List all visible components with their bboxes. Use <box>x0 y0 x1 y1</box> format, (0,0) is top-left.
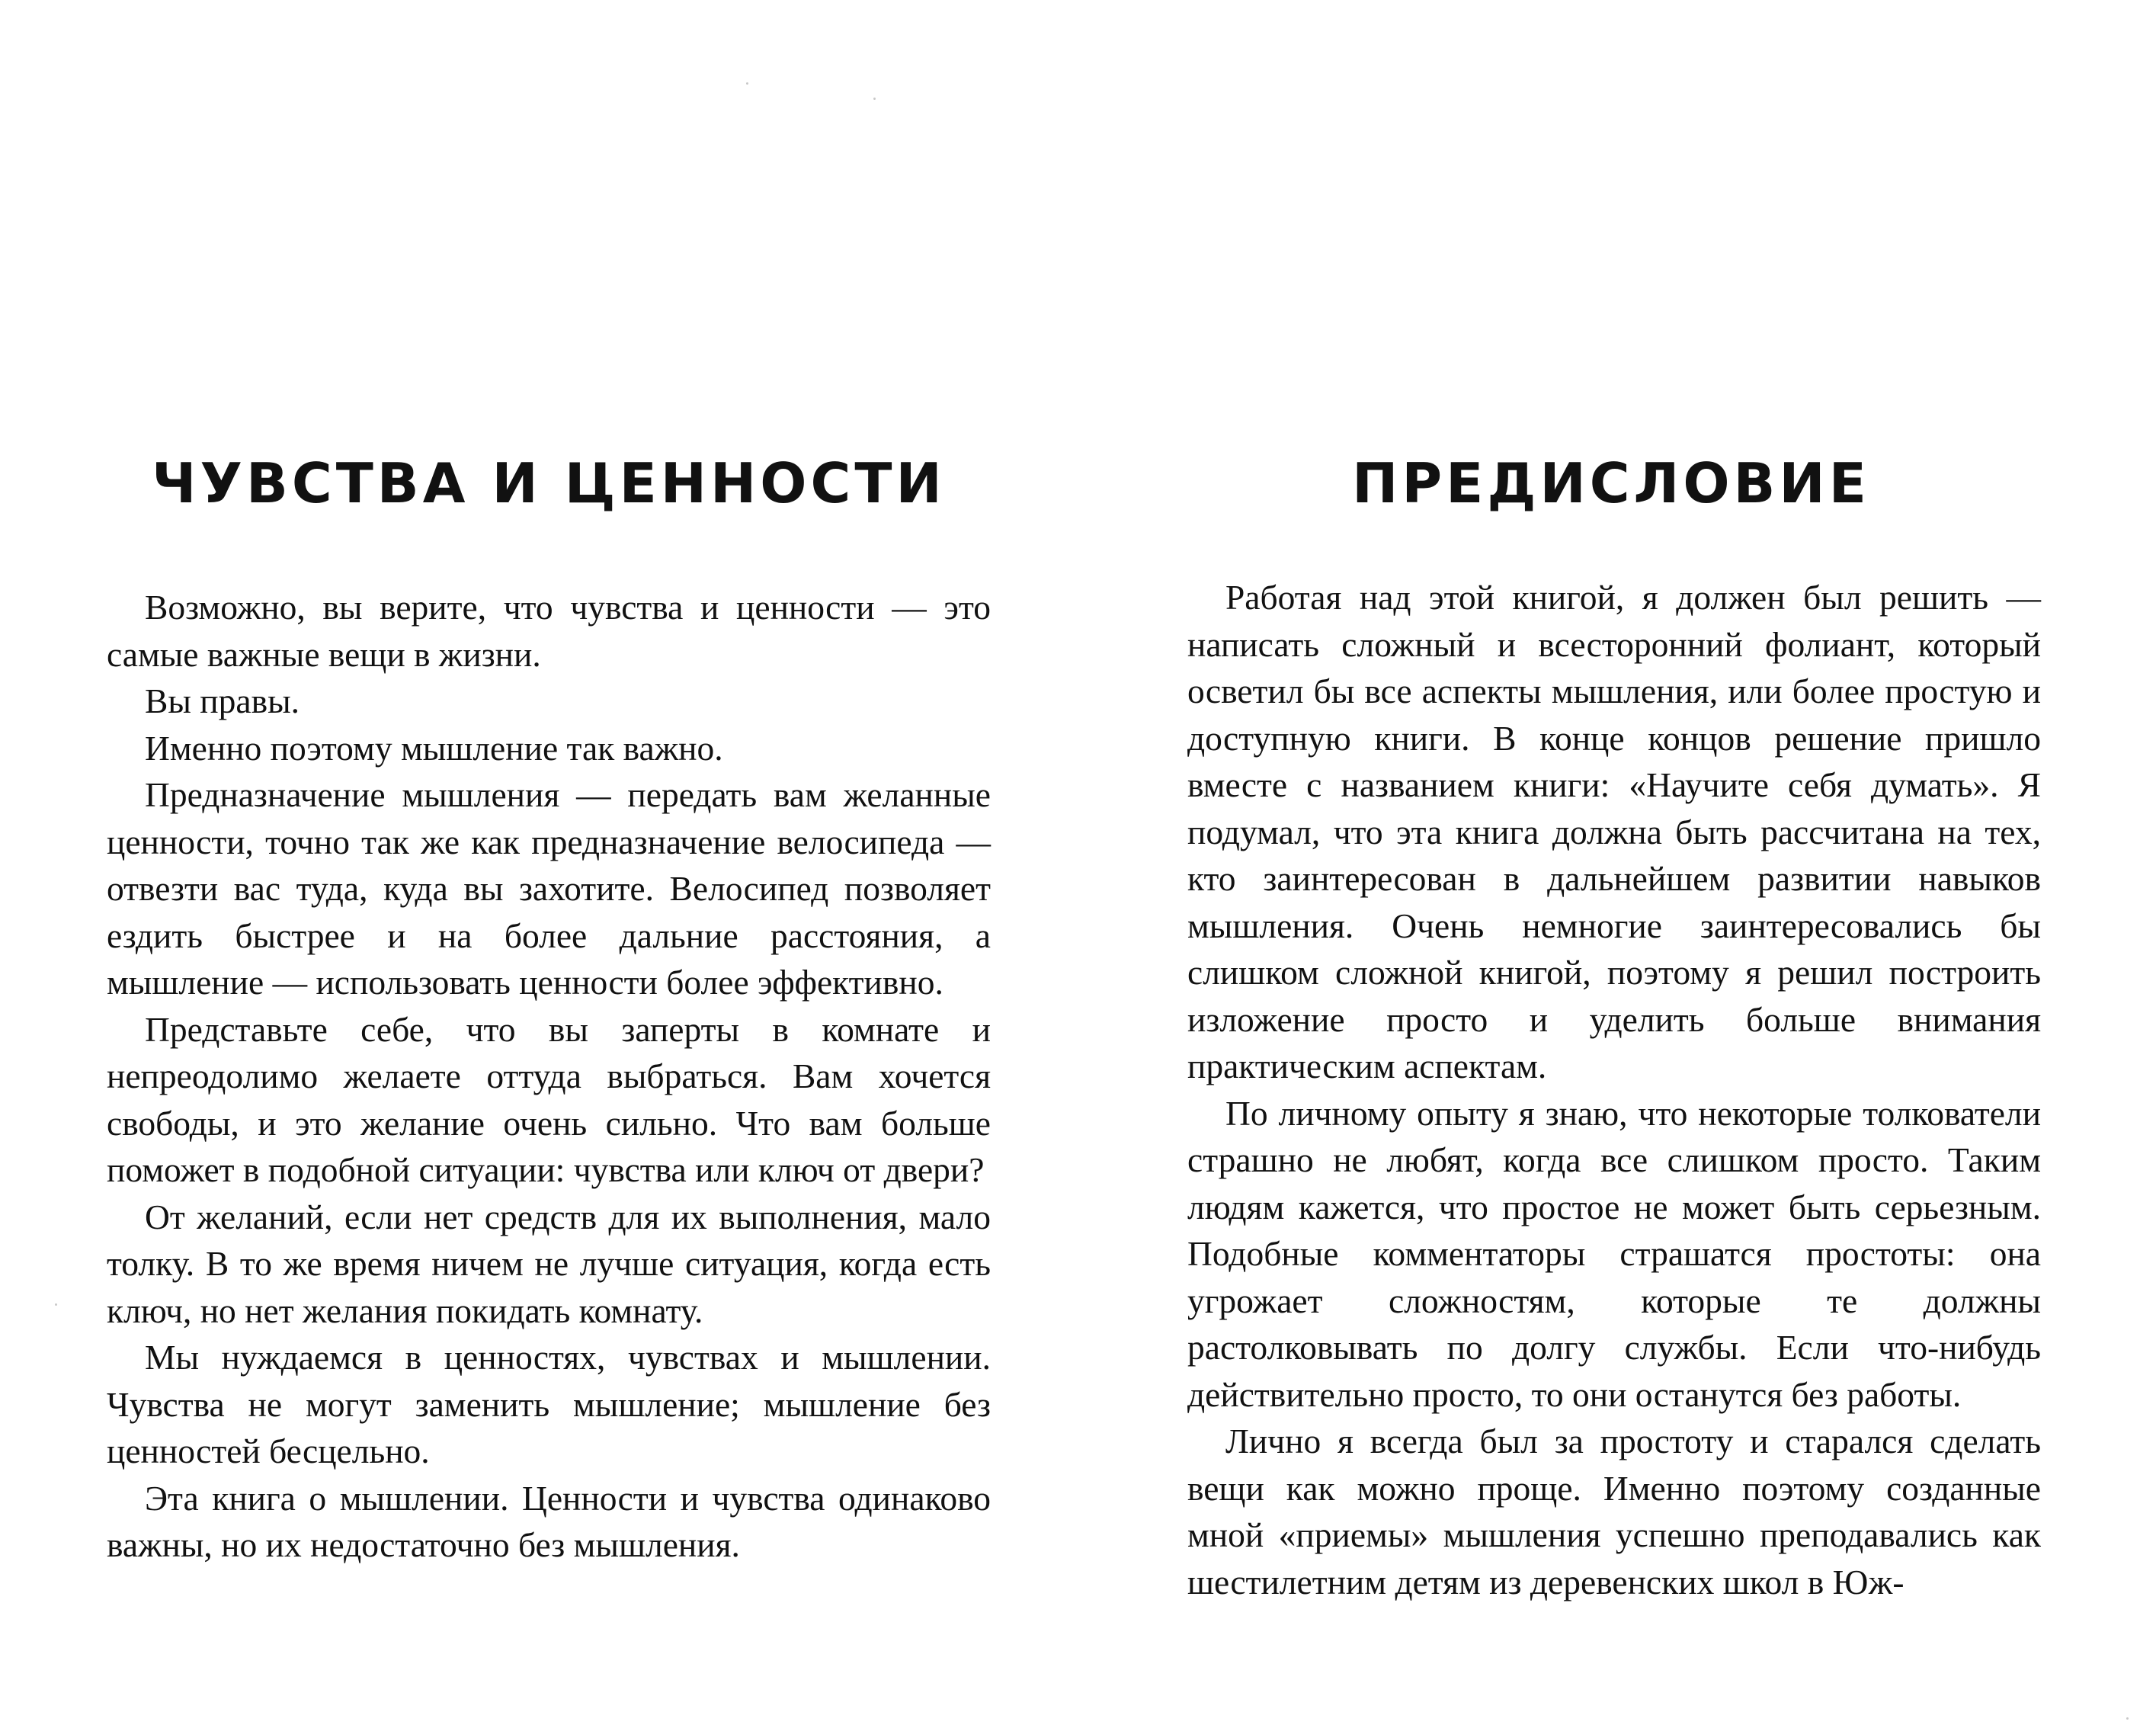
paragraph: Мы нуждаемся в ценностях, чувствах и мышлении. Чувства не могут заменить мышление; мышление без ценностей бесцельно. <box>107 1338 991 1470</box>
paragraph: Представьте себе, что вы заперты в комнате и непреодолимо желаете оттуда выбраться. Вам хочется свободы, и это желание очень сильно. Что вам больше поможет в подобной ситуации: чувства или ключ от двери? <box>107 1009 991 1189</box>
right-page-heading: ПРЕДИСЛОВИЕ <box>1352 451 1870 515</box>
paragraph: Лично я всегда был за простоту и старался сделать вещи как можно проще. Именно поэтому созданные мной «приемы» мышления успешно преподавались как шестилетним детям из деревенских школ в Юж- <box>1187 1422 2041 1601</box>
paragraph: Работая над этой книгой, я должен был решить — написать сложный и всесторонний фолиант, который осветил бы все аспекты мышления, или более простую и доступную книги. В конце концов решение пришло вместе с названием книги: «Научите себя думать». Я подумал, что эта книга должна быть рассчитана на тех, кто заинтересован в дальнейшем развитии навыков мышления. Очень немногие заинтересовались бы слишком сложной книгой, поэтому я решил построить изложение просто и уделить больше внимания практическим аспектам. <box>1187 578 2041 1085</box>
right-page <box>1078 0 2156 1728</box>
paragraph: Вы правы. <box>145 681 300 720</box>
left-page-heading: ЧУВСТВА И ЦЕННОСТИ <box>152 451 946 515</box>
right-page-text <box>1187 574 2041 1605</box>
paragraph: Предназначение мышления — передать вам желанные ценности, точно так же как предназначение велосипеда — отвезти вас туда, куда вы захотите. Велосипед позволяет ездить быстрее и на более дальние расстояния, а мышление — использовать ценности более эффективно. <box>107 775 991 1002</box>
paragraph: Возможно, вы верите, что чувства и ценности — это самые важные вещи в жизни. <box>107 588 991 674</box>
paragraph: Именно поэтому мышление так важно. <box>145 728 723 768</box>
paragraph: От желаний, если нет средств для их выполнения, мало толку. В то же время ничем не лучше ситуация, когда есть ключ, но нет желания покидать комнату. <box>107 1197 991 1330</box>
paragraph: По личному опыту я знаю, что некоторые толкователи страшно не любят, когда все слишком просто. Таким людям кажется, что простое не может быть серьезным. Подобные комментаторы страшатся простоты: она угрожает сложностям, которые те должны растолковывать по долгу службы. Если что-нибудь действительно просто, то они останутся без работы. <box>1187 1093 2041 1414</box>
paragraph: Эта книга о мышлении. Ценности и чувства одинаково важны, но их недостаточно без мышления. <box>107 1478 991 1564</box>
left-page-text <box>107 584 991 1569</box>
